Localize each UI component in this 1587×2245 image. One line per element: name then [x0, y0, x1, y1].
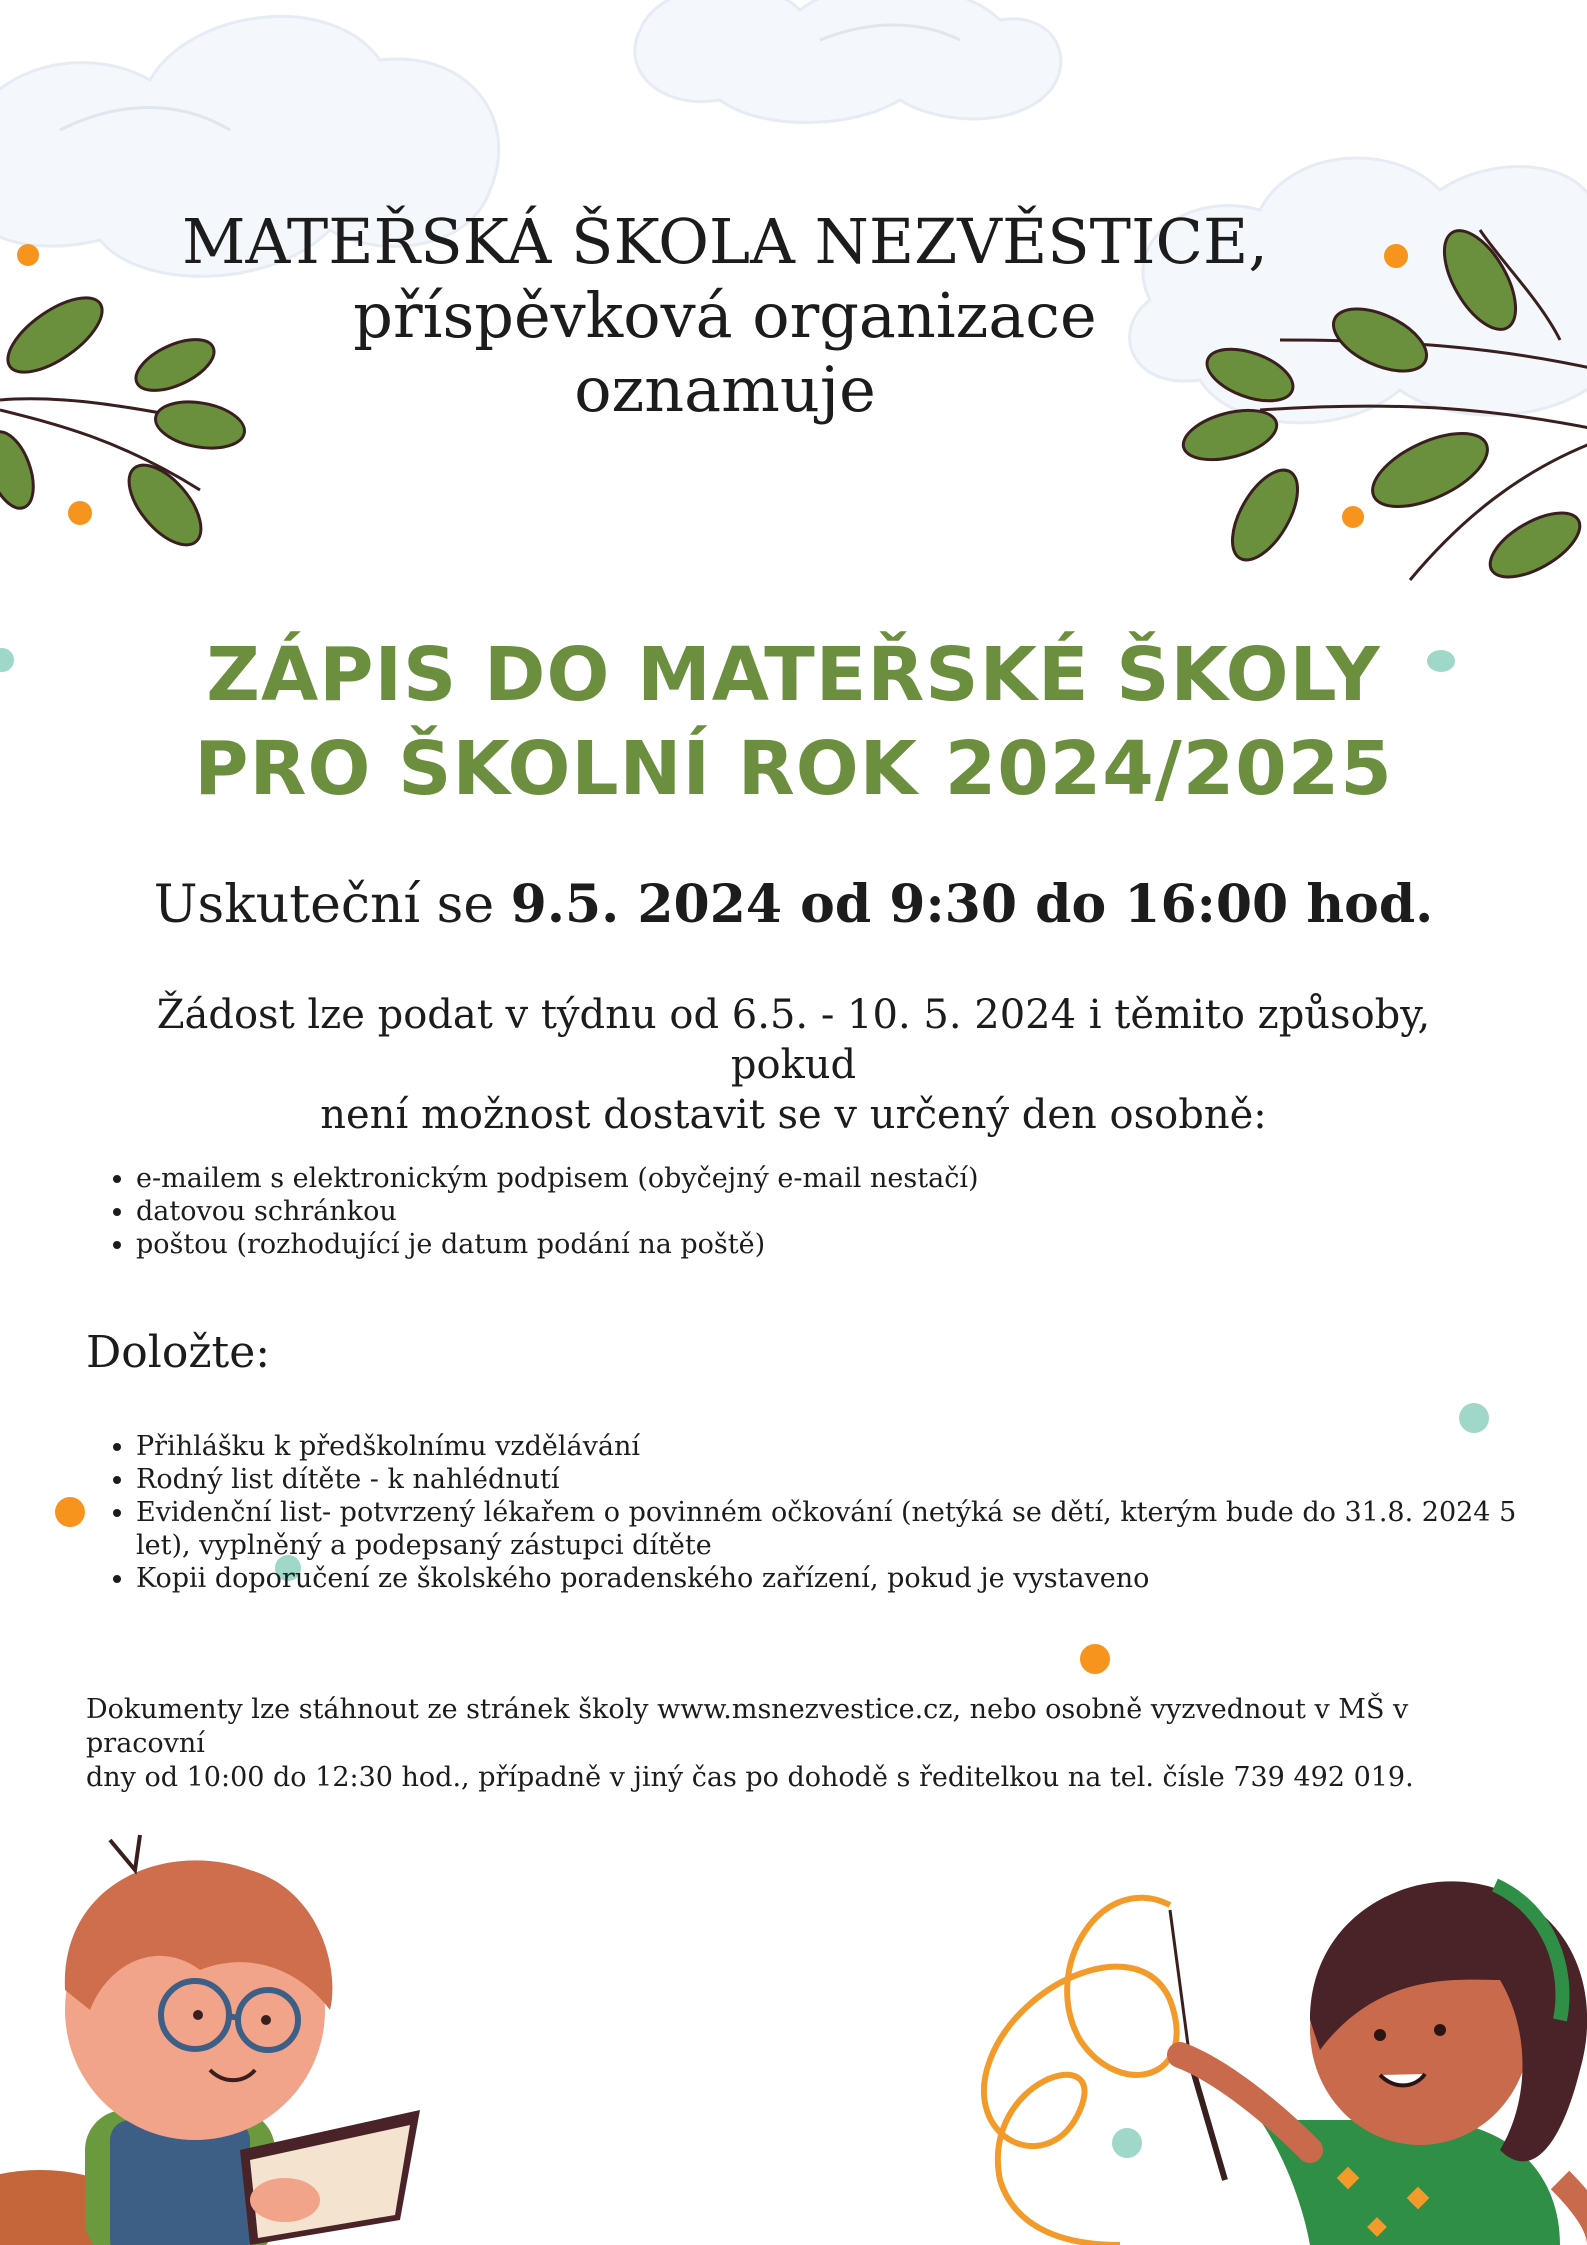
boy-reading-illustration: [0, 1820, 440, 2245]
enrollment-headline: [0, 628, 1587, 816]
list-item: • e-mailem s elektronickým podpisem (obyčejný e-mail nestačí): [136, 1162, 1526, 1195]
list-item: • Rodný list dítěte - k nahlédnutí: [136, 1463, 1526, 1496]
list-item: • datovou schránkou: [136, 1195, 1526, 1228]
footer-line-1: Dokumenty lze stáhnout ze stránek školy www.msnezvestice.cz, nebo osobně vyzvednout v MŠ v pracovní: [86, 1694, 1409, 1759]
documents-heading: Doložte:: [86, 1327, 271, 1378]
documents-list: [86, 1430, 1526, 1595]
required-documents: [86, 1430, 1526, 1595]
headline-line-1: ZÁPIS DO MATEŘSKÉ ŠKOLY: [206, 632, 1381, 718]
submission-ways-list: [86, 1162, 1526, 1261]
date-line-datetime: 9.5. 2024 od 9:30 do 16:00 hod.: [510, 874, 1434, 935]
announces-text: oznamuje: [574, 353, 876, 426]
intro-line-1: Žádost lze podat v týdnu od 6.5. - 10. 5. 2024 i těmito způsoby, pokud: [156, 992, 1431, 1088]
list-item: • Evidenční list- potvrzený lékařem o povinném očkování (netýká se dětí, kterým bude do 31.8. 2024 5 let), vyplněný a podepsaný zástupci dítěte: [136, 1496, 1526, 1562]
list-item: • Přihlášku k předškolnímu vzdělávání: [136, 1430, 1526, 1463]
application-intro: [100, 990, 1487, 1140]
date-line: [0, 870, 1587, 940]
list-item: • Kopii doporučení ze školského poradenského zařízení, pokud je vystaveno: [136, 1562, 1526, 1595]
school-header: [0, 205, 1450, 427]
submission-ways: [86, 1162, 1526, 1261]
date-line-prefix: Uskuteční se: [153, 875, 511, 935]
headline-line-2: PRO ŠKOLNÍ ROK 2024/2025: [194, 726, 1393, 812]
school-name: MATEŘSKÁ ŠKOLA NEZVĚSTICE,: [182, 205, 1268, 278]
footer-line-2: dny od 10:00 do 12:30 hod., případně v jiný čas po dohodě s ředitelkou na tel. čísle 739 492 019.: [86, 1762, 1414, 1793]
download-info: [86, 1693, 1506, 1795]
intro-line-2: není možnost dostavit se v určený den osobně:: [320, 1092, 1267, 1138]
school-type: příspěvková organizace: [353, 279, 1097, 352]
list-item: • poštou (rozhodující je datum podání na poště): [136, 1228, 1526, 1261]
girl-with-ribbon-illustration: [940, 1850, 1587, 2245]
